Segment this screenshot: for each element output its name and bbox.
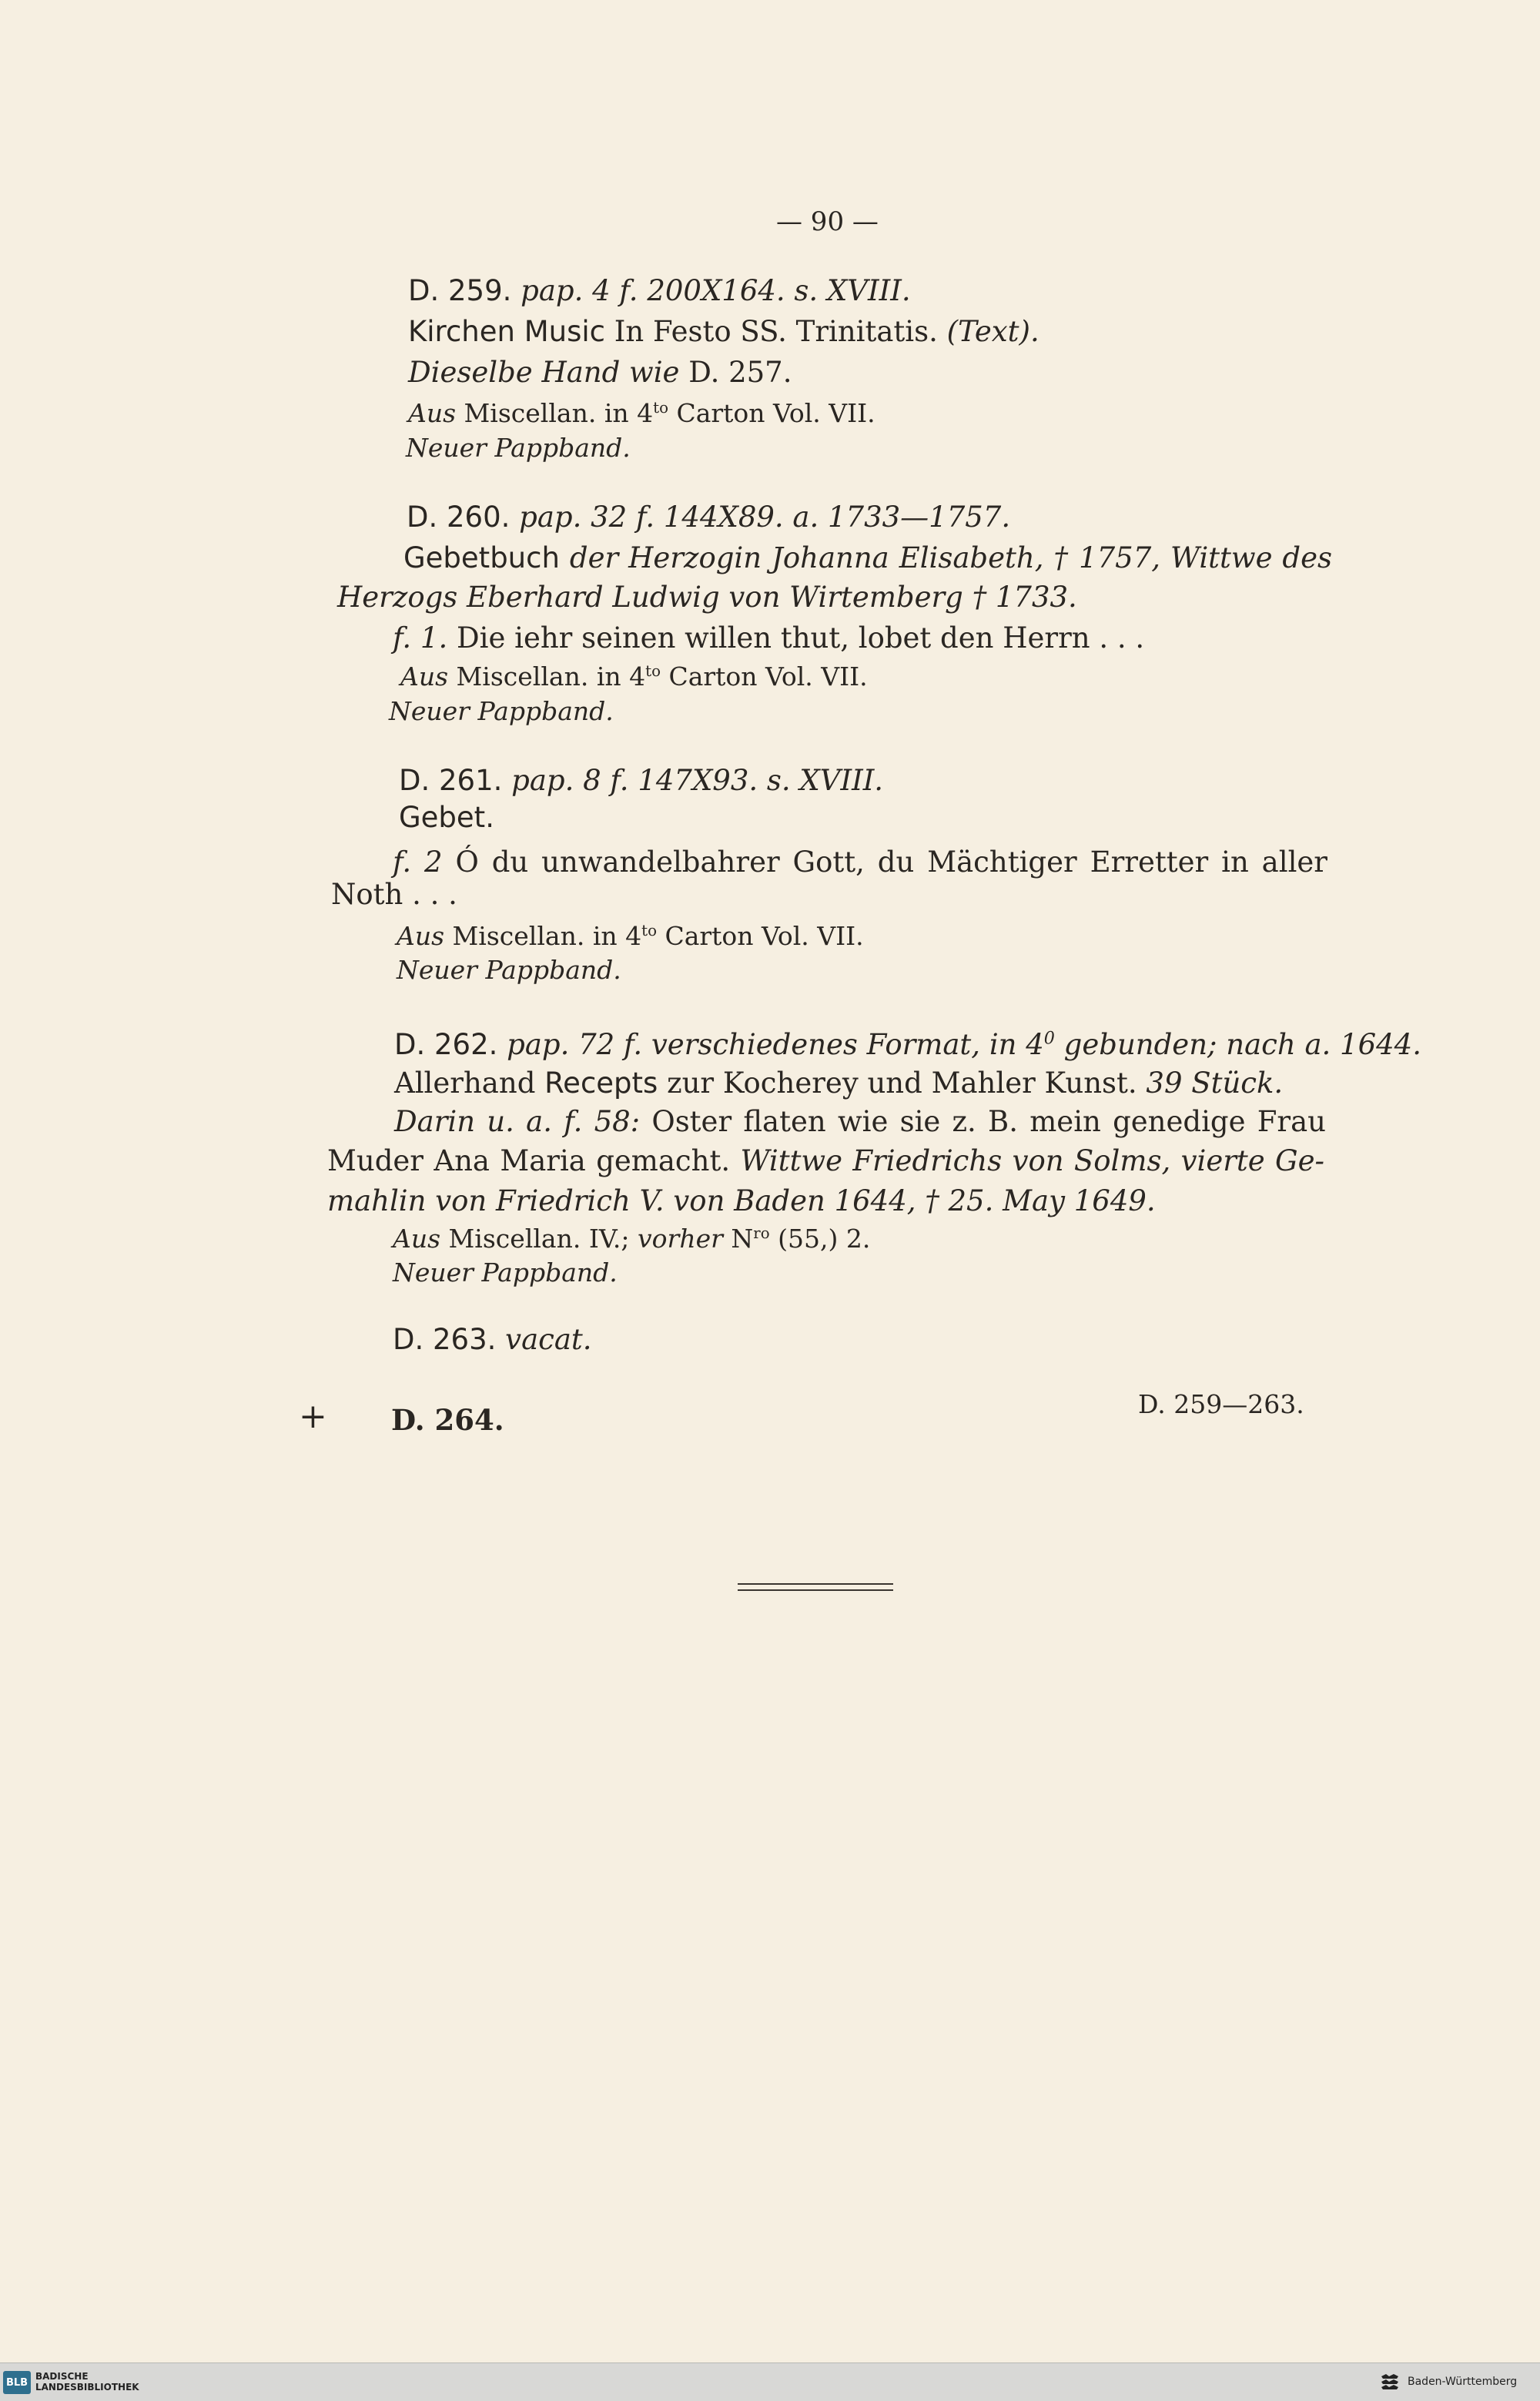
cross-mark: + <box>299 1397 327 1436</box>
source-aus: Aus <box>397 921 445 951</box>
darin-note: Darin u. a. f. 58: <box>394 1105 641 1138</box>
incipit-text: Ó du unwandelbahrer Gott, du Mächtiger Erretter in aller <box>442 846 1327 879</box>
source-a: Miscellan. in 4 <box>448 661 646 692</box>
shelfmark: D. 261. <box>399 764 503 797</box>
state-crest-icon <box>1378 2372 1401 2393</box>
title-main: Recepts <box>544 1067 658 1100</box>
source-sup: ro <box>753 1224 770 1242</box>
library-name <box>35 2371 139 2393</box>
entry-260-binding: Neuer Pappband. <box>389 696 614 726</box>
library-name-line2: LANDESBIBLIOTHEK <box>35 2382 139 2393</box>
darin-text: Oster flaten wie sie z. B. mein genedige Frau <box>640 1105 1326 1138</box>
entry-262-line5: mahlin von Friedrich V. von Baden 1644, † 25. May 1649. <box>327 1184 1156 1217</box>
page-number: — 90 — <box>776 206 879 237</box>
range-label: D. 259—263. <box>1138 1389 1304 1419</box>
title-count: 39 Stück. <box>1146 1067 1284 1100</box>
entry-262-source <box>393 1222 870 1256</box>
entry-259-binding: Neuer Pappband. <box>406 433 631 463</box>
hand-note: Dieselbe Hand wie <box>408 356 680 389</box>
incipit-text: Die iehr seinen willen thut, lobet den Herrn . . . <box>447 621 1145 655</box>
shelfmark: D. 263. <box>393 1323 497 1356</box>
entry-259-hand <box>408 356 792 390</box>
divider-rule-bottom <box>738 1589 893 1591</box>
entry-260-header <box>407 501 1010 534</box>
source-b: Carton Vol. VII. <box>656 921 864 951</box>
blb-logo-icon: BLB <box>3 2371 31 2394</box>
source-a: Miscellan. in 4 <box>456 398 654 428</box>
entry-260-title-line2: Herzogs Eberhard Ludwig von Wirtemberg † 1733. <box>337 581 1077 614</box>
line4-text: Muder Ana Maria gemacht. <box>327 1144 741 1177</box>
source-nro: N <box>722 1224 754 1254</box>
entry-261-binding: Neuer Pappband. <box>397 955 621 985</box>
divider-rule-top <box>738 1583 893 1585</box>
source-sup: to <box>645 662 661 680</box>
title-rest: der Herzogin Johanna Elisabeth, † 1757, Wittwe des <box>559 541 1332 574</box>
entry-260-source <box>400 660 868 694</box>
library-name-line1: BADISCHE <box>35 2371 89 2382</box>
title-rest: zur Kocherey und Mahler Kunst. <box>658 1067 1147 1100</box>
entry-262-title <box>394 1067 1283 1100</box>
footer-bar <box>0 2362 1540 2401</box>
title-main: Kirchen Music <box>408 315 605 348</box>
physical-description: pap. 72 f. verschiedenes Format, in 4 <box>507 1028 1044 1061</box>
entry-259-title <box>408 315 1040 349</box>
physical-description: pap. 32 f. 144X89. a. 1733—1757. <box>519 501 1011 534</box>
hand-ref: D. 257. <box>679 356 792 389</box>
shelfmark: D. 260. <box>407 501 511 534</box>
entry-262-line3 <box>394 1105 1326 1139</box>
entry-263-header <box>393 1323 592 1357</box>
source-a: Miscellan. IV.; <box>440 1224 638 1254</box>
entry-261-incipit-line2: Noth . . . <box>331 878 457 911</box>
entry-260-title-line1 <box>403 541 1332 575</box>
entry-262-binding: Neuer Pappband. <box>393 1257 618 1288</box>
source-b: Carton Vol. VII. <box>668 398 875 428</box>
entry-260-incipit <box>393 621 1144 655</box>
folio: f. 1. <box>393 621 448 655</box>
source-aus: Aus <box>400 661 449 692</box>
source-a: Miscellan. in 4 <box>444 921 642 951</box>
format-sup: 0 <box>1043 1028 1055 1049</box>
state-name: Baden-Württemberg <box>1408 2376 1518 2388</box>
source-aus: Aus <box>408 398 457 428</box>
entry-259-source <box>408 397 875 430</box>
source-b: Carton Vol. VII. <box>660 661 868 692</box>
entry-261-header <box>399 764 883 798</box>
vacat: vacat. <box>505 1323 592 1356</box>
entry-261-source <box>397 919 864 953</box>
folio: f. 2 <box>393 846 443 879</box>
title-main: Gebetbuch <box>403 541 560 574</box>
title-note: (Text). <box>946 315 1040 348</box>
source-sup: to <box>653 399 668 417</box>
entry-259-header <box>408 274 911 308</box>
cross-reference: D. 264. <box>391 1403 504 1437</box>
line4-italic: Wittwe Friedrichs von Solms, vierte Ge- <box>740 1144 1324 1177</box>
title-rest: In Festo SS. Trinitatis. <box>604 315 947 348</box>
title-pre: Allerhand <box>394 1067 545 1100</box>
source-aus: Aus <box>393 1224 441 1254</box>
shelfmark: D. 262. <box>394 1028 498 1061</box>
source-vorher: vorher <box>638 1224 723 1254</box>
source-b: (55,) 2. <box>769 1224 871 1254</box>
entry-261-title: Gebet. <box>399 801 494 834</box>
source-sup: to <box>641 922 657 939</box>
shelfmark: D. 259. <box>408 274 512 307</box>
entry-262-line4 <box>327 1144 1324 1178</box>
entry-262-header <box>394 1028 1421 1062</box>
physical-description: pap. 8 f. 147X93. s. XVIII. <box>511 764 884 797</box>
physical-description-end: gebunden; nach a. 1644. <box>1054 1028 1421 1061</box>
entry-261-incipit-line1 <box>393 846 1327 879</box>
physical-description: pap. 4 f. 200X164. s. XVIII. <box>521 274 911 307</box>
